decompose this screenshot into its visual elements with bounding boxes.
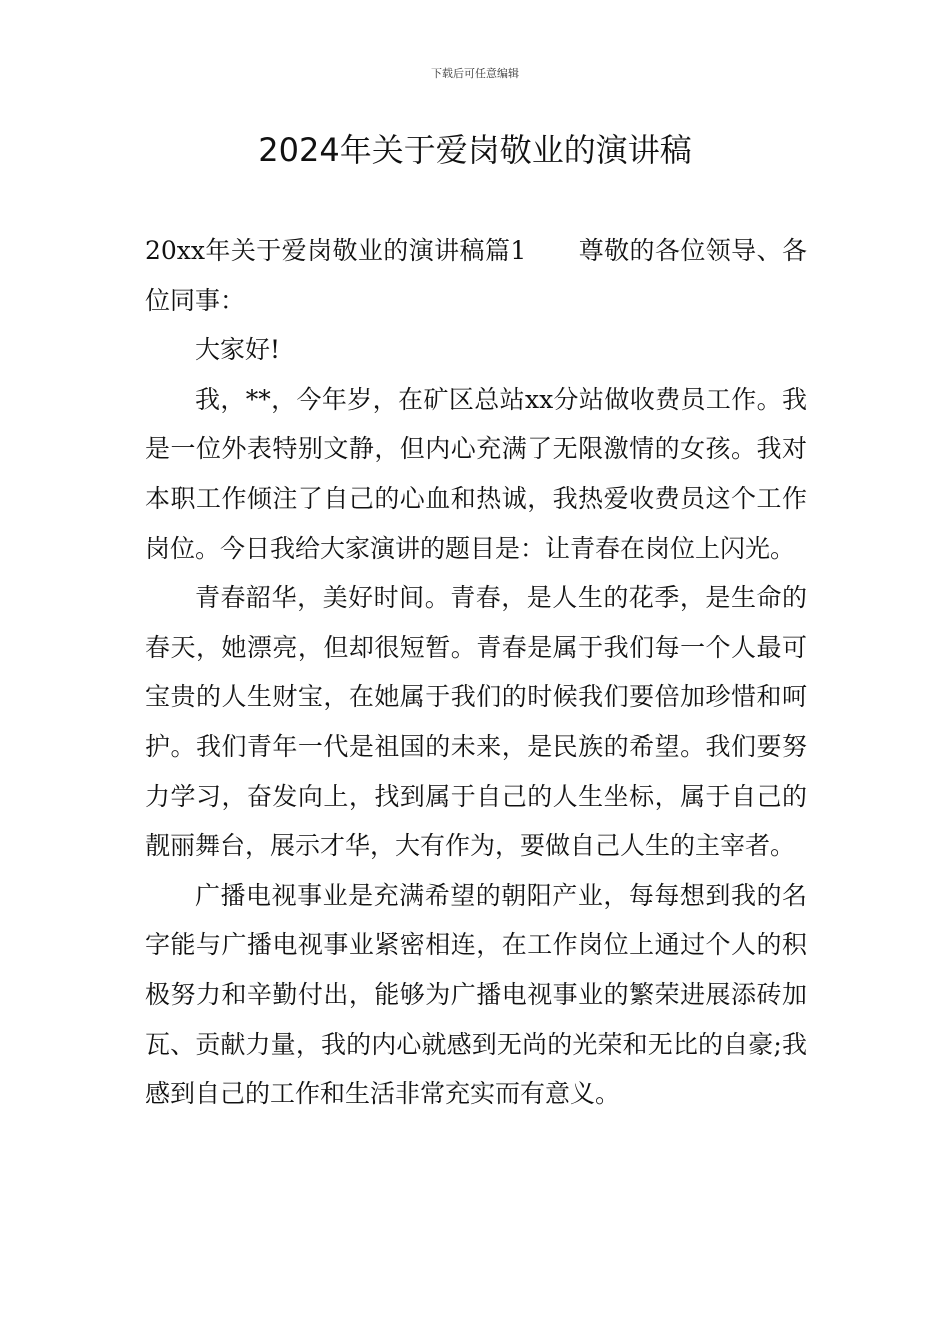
document-body [145,226,807,1119]
paragraph-youth: 青春韶华，美好时间。青春，是人生的花季，是生命的春天，她漂亮，但却很短暂。青春是属于我们每一个人最可宝贵的人生财宝，在她属于我们的时候我们要倍加珍惜和呵护。我们青年一代是祖国的未来，是民族的希望。我们要努力学习，奋发向上，找到属于自己的人生坐标，属于自己的靓丽舞台，展示才华，大有作为，要做自己人生的主宰者。 [145,583,807,861]
paragraph-broadcasting: 广播电视事业是充满希望的朝阳产业，每每想到我的名字能与广播电视事业紧密相连，在工作岗位上通过个人的积极努力和辛勤付出，能够为广播电视事业的繁荣进展添砖加瓦、贡献力量，我的内心就感到无尚的光荣和无比的自豪;我感到自己的工作和生活非常充实而有意义。 [145,880,807,1109]
page-header-note: 下载后可任意编辑 [431,67,519,80]
intro-line [145,226,807,325]
paragraph-introduction: 我，**，今年岁，在矿区总站xx分站做收费员工作。我是一位外表特别文静，但内心充满了无限激情的女孩。我对本职工作倾注了自己的心血和热诚，我热爱收费员这个工作岗位。今日我给大家演讲的题目是：让青春在岗位上闪光。 [145,384,807,563]
intro-heading: 20xx年关于爱岗敬业的演讲稿篇1 [145,236,527,265]
paragraph-greeting: 大家好! [195,335,281,365]
salutation: 尊敬的各位领导、各位同事： [145,236,807,315]
document-title: 2024年关于爱岗敬业的演讲稿 [258,131,692,169]
